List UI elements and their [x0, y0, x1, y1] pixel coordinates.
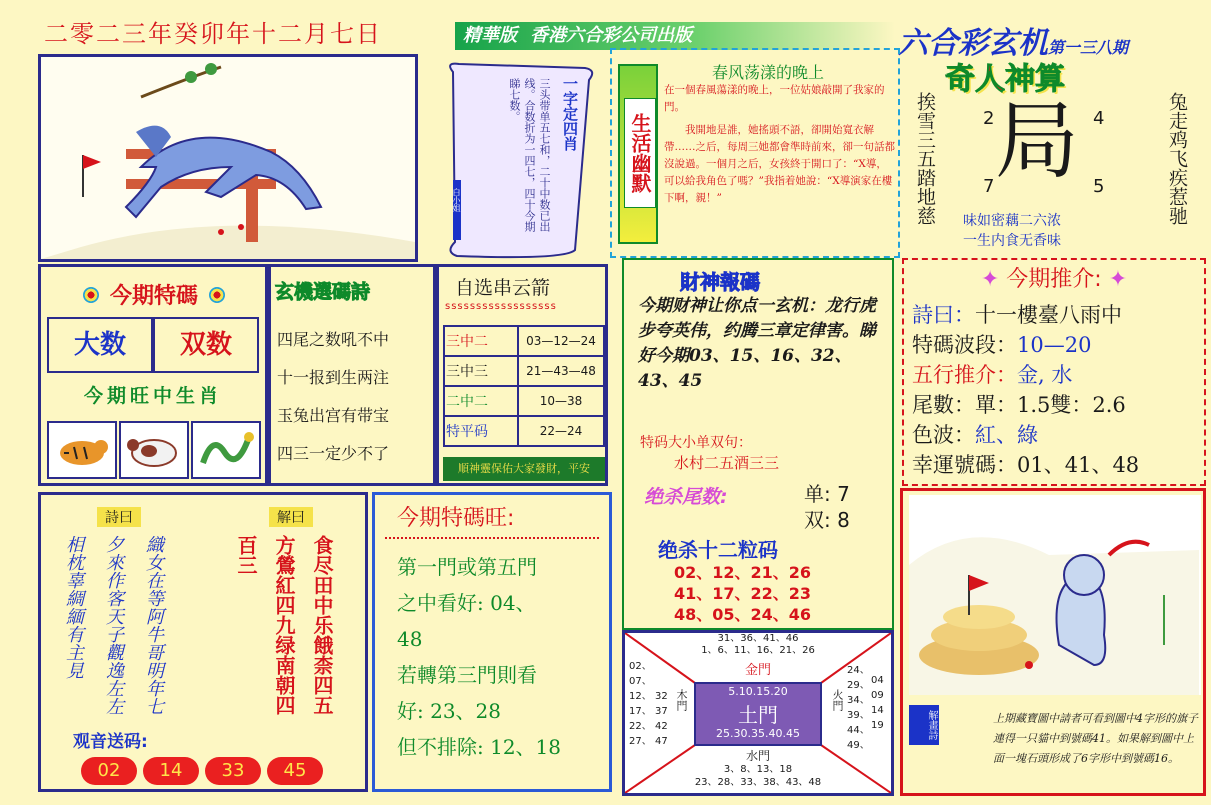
- doors-left2: 32 37 42 47: [655, 691, 668, 747]
- qiren-n4: 5: [1093, 176, 1105, 197]
- wang-title: 今期特碼旺:: [397, 506, 515, 531]
- jiehua-text: 上期藏寶圖中請者可看到圖中4字形的旗子連得一只貓中到號碼41。如果解到圖中上面一塊石頭形成了6字形中到號碼16。: [993, 712, 1198, 765]
- humor-tag: 生活幽默: [624, 98, 656, 208]
- lucky-ball: 33: [205, 757, 261, 785]
- tema-panel: [38, 264, 268, 486]
- scroll-tag: 白小姐: [452, 188, 461, 212]
- tema-big: 大数: [47, 317, 153, 373]
- qiren-n2: 4: [1093, 108, 1105, 129]
- star-icon: ✦: [980, 267, 1000, 292]
- doors-top: 31、36、41、46 1、6、11、16、21、26: [701, 633, 815, 656]
- caishen-shuang: 双: 8: [804, 508, 850, 532]
- caishen-nums: 02、12、21、26 41、17、22、23 48、05、24、46: [674, 563, 812, 624]
- wang-divider: [385, 537, 599, 539]
- qiren-panel: [905, 52, 1205, 262]
- chuan-divider: ssssssssssssssssss: [445, 301, 557, 312]
- table-row: 二中二 10—38: [444, 386, 604, 416]
- list-item: 幸運號碼：01、41、48: [912, 453, 1140, 477]
- xuanji-lines: 四尾之数吼不中 十一报到生两注 玉兔出宫有带宝 四三一定少不了: [277, 330, 390, 463]
- doors-panel: [622, 630, 894, 796]
- door-earth-bottom: 25.30.35.40.45: [716, 727, 800, 740]
- doors-bottom: 3、8、13、18 23、28、33、38、43、48: [694, 764, 822, 788]
- humor-title: 春风荡漾的晚上: [712, 63, 825, 82]
- list-item: 尾數：單：1.5雙：2.6: [912, 393, 1126, 417]
- scroll-title: 一字定四肖: [561, 76, 579, 151]
- xuanji-title: 玄機選碼詩: [275, 281, 371, 303]
- caishen-shier: 绝杀十二粒码: [658, 538, 778, 562]
- edition-band: [455, 22, 895, 50]
- door-earth-top: 5.10.15.20: [728, 685, 788, 698]
- caishen-panel: [622, 258, 894, 630]
- target-icon: [83, 287, 99, 303]
- chuan-table: [443, 325, 605, 447]
- scroll-verse: 三头带单五七和，二十中数已出线。合数折为一四七，四十今期睇七数。: [508, 78, 551, 232]
- lucky-ball: 14: [143, 757, 199, 785]
- guanyin-balls: [81, 757, 371, 785]
- jiehua-tag: 解畫詩: [909, 705, 939, 745]
- list-item: 色波：紅、綠: [912, 423, 1038, 447]
- humor-tag-box: [618, 64, 658, 244]
- jiehua-panel: [900, 488, 1206, 796]
- list-item: 五行推介：金, 水: [912, 363, 1073, 387]
- door-gold: 金門: [744, 663, 771, 678]
- caishen-jue: 绝杀尾数:: [644, 486, 728, 508]
- poem-jie-verse: 食尽田中乐餓柰四五方鶯紅四九绿南朝四百三: [234, 535, 334, 715]
- poem-verse: 織女在等阿牛哥明年七夕來作客天子觀逸左左相枕辜綢緬有主見: [63, 535, 164, 715]
- qiren-right: 兔走鸡飞疾惹驰: [1166, 92, 1188, 225]
- door-water: 水門: [745, 749, 770, 763]
- wang-text: 第一門或第五門 之中看好: 04、 48 若轉第三門則看 好: 23、28 但不排除: 12、18: [397, 555, 561, 759]
- tuijie-header: [904, 262, 1204, 293]
- tuijie-list: [912, 300, 1204, 480]
- doors-right: 24、 29、 34、 39、 44、 49、: [847, 665, 870, 751]
- list-item: 詩曰：十一樓臺八雨中: [912, 303, 1122, 327]
- doors-left: 02、 07、 12、 17、 22、 27、: [629, 661, 652, 747]
- door-wood: 木門: [675, 689, 688, 711]
- tuijie-panel: [902, 258, 1206, 486]
- qiren-poem2: 一生内食无香味: [963, 233, 1061, 249]
- poem-guanyin: 观音送码:: [73, 732, 148, 752]
- chuan-panel: [436, 264, 608, 486]
- caishen-dan: 单: 7: [804, 482, 850, 506]
- qiren-poem1: 味如密藕二六浓: [963, 213, 1061, 229]
- cat-icon: [909, 495, 1201, 695]
- tema-header: [45, 279, 263, 310]
- target-icon: [209, 287, 225, 303]
- caishen-title: 財神報碼: [680, 270, 760, 294]
- paper-title-text: 六合彩玄机: [898, 26, 1048, 61]
- horse-illustration: [38, 54, 418, 262]
- edition-label: 精華版: [463, 25, 517, 46]
- chuan-title: 自选串云箭: [455, 277, 551, 299]
- tema-title: 今期特碼: [109, 284, 198, 309]
- publisher-label: 香港六合彩公司出版: [530, 25, 693, 46]
- poem-panel: [38, 492, 368, 792]
- lucky-ball: 45: [267, 757, 323, 785]
- scroll-panel: [435, 60, 600, 260]
- star-icon: ✦: [1108, 267, 1128, 292]
- caishen-text: 今期财神让你点一玄机：龙行虎步夸英伟，约腾三章定律害。睇好今期03、15、16、32、43、45: [638, 296, 876, 391]
- tema-even: 双数: [153, 317, 259, 373]
- tiger-icon: [47, 421, 117, 479]
- door-fire: 火門: [831, 689, 844, 711]
- poem-jie: 解曰: [269, 507, 313, 527]
- table-row: 特平码 22—24: [444, 416, 604, 446]
- doors-right2: 04 09 14 19: [871, 675, 884, 731]
- lucky-ball: 02: [81, 757, 137, 785]
- issue-date: 二零二三年癸卯年十二月七日: [44, 20, 382, 48]
- door-earth: 土門: [738, 703, 778, 727]
- list-item: 特碼波段：10—20: [912, 333, 1092, 357]
- table-row: 三中二 03—12—24: [444, 326, 604, 356]
- caishen-line1: 特码大小单双句：: [640, 435, 752, 451]
- caishen-line2: 水村二五酒三三: [674, 454, 780, 472]
- humor-panel: [610, 48, 900, 258]
- qiren-character: 局: [995, 92, 1080, 190]
- dragon-icon: [191, 421, 261, 479]
- chuan-footer: 順神靈保佑大家發財，平安: [443, 457, 605, 481]
- xuanji-panel: [268, 264, 436, 486]
- table-row: 三中三 21—43—48: [444, 356, 604, 386]
- ox-icon: [119, 421, 189, 479]
- zodiac-row: [47, 421, 259, 479]
- tema-wang: 今期旺中生肖: [83, 385, 222, 407]
- qiren-n3: 7: [983, 176, 995, 197]
- qiren-n1: 2: [983, 108, 995, 129]
- qiren-title: 奇人神算: [945, 62, 1065, 97]
- tuijie-title: 今期推介:: [1006, 267, 1102, 292]
- cat-illustration: [909, 495, 1201, 695]
- issue-number: 第一三八期: [1048, 38, 1129, 57]
- humor-text: 在一個春風蕩漾的晚上，一位姑娘敲開了我家的門。 我開地是誰，她搖頭不語，卻開始寬衣解帶……之后，每周三她都會準時前來，卻一句話都沒說過。一個月之后，女孩終于開口了：“X導，可以給我角色了嗎？”我指着她說：“X導演家在樓下啊，親！”: [664, 84, 895, 204]
- poem-shi: 詩曰: [97, 507, 141, 527]
- wang-panel: [372, 492, 612, 792]
- horse-icon: [41, 57, 415, 259]
- qiren-left: 挨雪三五踏地慈: [914, 92, 936, 225]
